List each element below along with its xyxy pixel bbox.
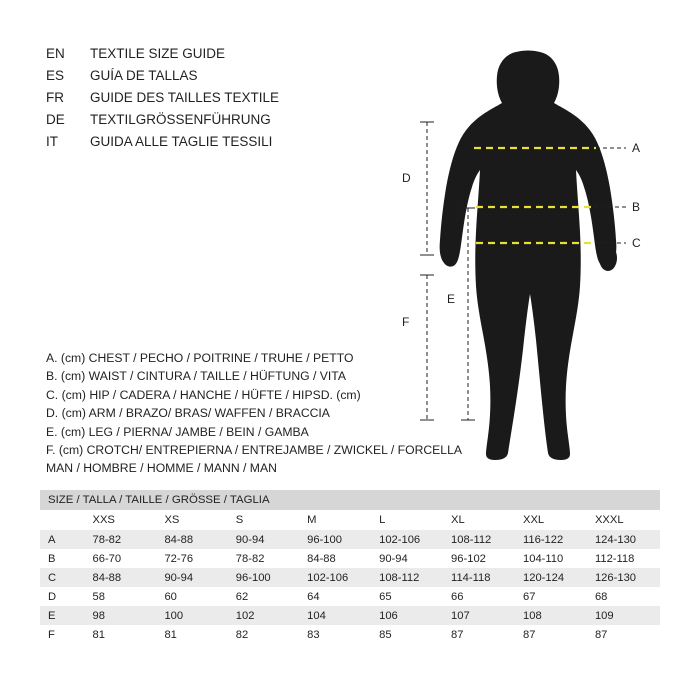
row-label: C (48, 571, 57, 584)
language-row (46, 66, 376, 86)
language-code: EN (46, 46, 65, 61)
cell: 106 (379, 609, 398, 622)
legend-item: E. (cm) LEG / PIERNA/ JAMBE / BEIN / GAMBA (46, 424, 309, 439)
cell: 78-82 (235, 552, 265, 565)
cell: 87 (594, 628, 608, 641)
cell: 96-100 (235, 571, 271, 584)
cell: 102-106 (307, 571, 349, 584)
cell: 68 (594, 590, 608, 603)
table-header-row (40, 510, 660, 530)
table-title: SIZE / TALLA / TAILLE / GRÖSSE / TAGLIA (48, 494, 270, 506)
language-code: FR (46, 90, 64, 105)
cell: 64 (307, 590, 320, 603)
cell: 62 (235, 590, 249, 603)
language-row (46, 110, 376, 130)
cell: 104-110 (523, 552, 564, 565)
cell: 108-112 (379, 571, 420, 584)
cell: 90-94 (164, 571, 194, 584)
size-table (40, 490, 660, 644)
cell: 100 (164, 609, 184, 622)
table-row (40, 625, 660, 644)
cell: 87 (451, 628, 464, 641)
label-e: E (447, 292, 456, 306)
table-row (40, 587, 660, 606)
language-code: DE (46, 112, 65, 127)
cell: 98 (92, 609, 105, 622)
language-title: TEXTILE SIZE GUIDE (90, 46, 226, 61)
table-row (40, 606, 660, 625)
cell: 108 (523, 609, 542, 622)
legend-item: C. (cm) HIP / CADERA / HANCHE / HÜFTE / HIPSD. (cm) (46, 387, 361, 402)
cell: 60 (164, 590, 177, 603)
column-header-xxs: XXS (92, 514, 115, 526)
language-code: ES (46, 68, 65, 83)
table-title-row (40, 490, 660, 510)
label-c: C (632, 236, 641, 250)
column-header-m: M (307, 514, 317, 526)
label-b: B (632, 200, 641, 214)
cell: 66 (451, 590, 464, 603)
language-title: GUIDE DES TAILLES TEXTILE (90, 90, 280, 105)
man-silhouette (440, 51, 617, 461)
legend-item: F. (cm) CROTCH/ ENTREPIERNA / ENTREJAMBE / ZWICKEL / FORCELLA (46, 443, 462, 458)
language-title-block (46, 44, 376, 154)
row-label: A (48, 533, 56, 546)
language-code: IT (46, 134, 58, 149)
cell: 104 (307, 609, 326, 622)
cell: 96-100 (307, 533, 342, 546)
legend-item: D. (cm) ARM / BRAZO/ BRAS/ WAFFEN / BRACCIA (46, 406, 330, 421)
hand-detail (599, 245, 617, 271)
cell: 96-102 (451, 552, 486, 565)
cell: 84-88 (164, 533, 194, 546)
label-f: F (402, 315, 410, 329)
column-header-s: S (235, 514, 244, 526)
table-row (40, 549, 660, 568)
row-label: D (48, 590, 57, 603)
column-header-xxl: XXL (523, 514, 545, 526)
column-header-xs: XS (164, 514, 180, 526)
cell: 112-118 (594, 552, 635, 565)
language-row (46, 132, 376, 152)
cell: 90-94 (379, 552, 408, 565)
row-label: B (48, 552, 56, 565)
measurement-legend (46, 349, 466, 459)
cell: 65 (379, 590, 392, 603)
cell: 67 (523, 590, 536, 603)
language-title: GUIDA ALLE TAGLIE TESSILI (90, 134, 273, 149)
legend-item: B. (cm) WAIST / CINTURA / TAILLE / HÜFTUNG / VITA (46, 369, 346, 384)
cell: 109 (594, 609, 614, 622)
cell: 102 (235, 609, 255, 622)
language-title: GUÍA DE TALLAS (90, 68, 198, 83)
cell: 116-122 (523, 533, 564, 546)
cell: 72-76 (164, 552, 194, 565)
gender-line: MAN / HOMBRE / HOMME / MANN / MAN (46, 461, 277, 475)
cell: 85 (379, 628, 392, 641)
cell: 78-82 (92, 533, 122, 546)
language-title: TEXTILGRÖSSENFÜHRUNG (90, 112, 271, 127)
label-d: D (402, 171, 411, 185)
column-header-blank (40, 510, 85, 530)
cell: 66-70 (92, 552, 122, 565)
cell: 81 (92, 628, 105, 641)
row-label: F (48, 628, 55, 641)
cell: 87 (523, 628, 536, 641)
label-a: A (632, 141, 641, 155)
cell: 120-124 (523, 571, 565, 584)
table-row (40, 530, 660, 549)
language-row (46, 44, 376, 64)
cell: 81 (164, 628, 177, 641)
legend-item: A. (cm) CHEST / PECHO / POITRINE / TRUHE / PETTO (46, 351, 354, 365)
cell: 84-88 (307, 552, 336, 565)
cell: 84-88 (92, 571, 122, 584)
row-label: E (48, 609, 56, 622)
cell: 83 (307, 628, 320, 641)
cell: 90-94 (235, 533, 265, 546)
cell: 126-130 (594, 571, 637, 584)
cell: 58 (92, 590, 105, 603)
cell: 102-106 (379, 533, 421, 546)
table-row (40, 568, 660, 587)
column-header-xl: XL (451, 514, 465, 526)
column-header-l: L (379, 514, 386, 526)
column-header-xxxl: XXXL (594, 514, 624, 526)
language-row (46, 88, 376, 108)
cell: 107 (451, 609, 470, 622)
cell: 114-118 (451, 571, 491, 584)
cell: 82 (235, 628, 249, 641)
cell: 108-112 (451, 533, 492, 546)
cell: 124-130 (594, 533, 637, 546)
